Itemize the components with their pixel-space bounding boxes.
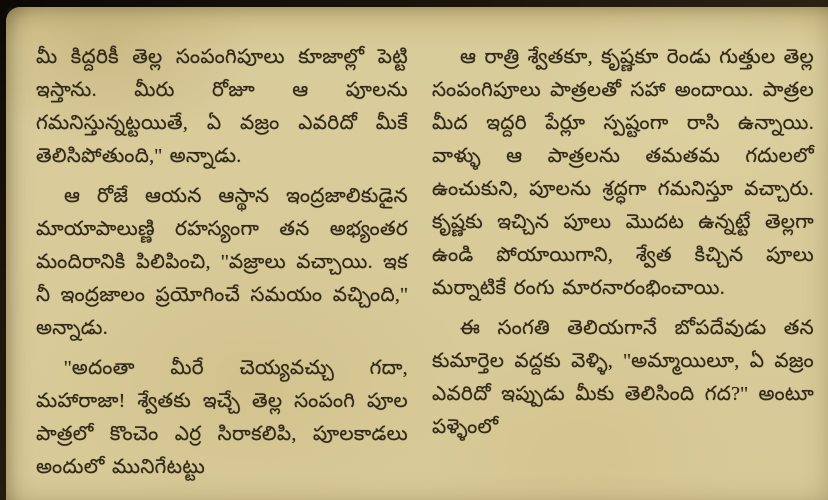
paper-background	[6, 7, 828, 500]
text-column-right	[432, 41, 814, 444]
paragraph: ఆ రోజే ఆయన ఆస్థాన ఇంద్రజాలికుడైన మాయాపాలుణ్ణి రహస్యంగా తన అభ్యంతర మందిరానికి పిలిపించి, ''వజ్రాలు వచ్చాయి. ఇక నీ ఇంద్రజాలం ప్రయోగించే సమయం వచ్చింది,'' అన్నాడు.	[36, 185, 408, 339]
paragraph: ఈ సంగతి తెలియగానే బోపదేవుడు తన కుమార్తెల వద్దకు వెళ్ళి, ''అమ్మాయిలూ, ఏ వజ్రం ఎవరిదో ఇప్పుడు మీకు తెలిసింది గద?'' అంటూ పళ్ళెంలో	[432, 317, 814, 438]
paragraph: ఆ రాత్రి శ్వేతకూ, కృష్ణకూ రెండు గుత్తుల తెల్ల సంపంగిపూలు పాత్రలతో సహా అందాయి. పాత్రల మీద ఇద్దరి పేర్లూ స్పష్టంగా రాసి ఉన్నాయి. వాళ్ళు ఆ పాత్రలను తమతమ గదులలో ఉంచుకుని, పూలను శ్రద్ధగా గమనిస్తూ వచ్చారు. కృష్ణకు ఇచ్చిన పూలు మొదట ఉన్నట్టే తెల్లగా ఉండి పోయాయిగాని, శ్వేత కిచ్చిన పూలు మర్నాటికే రంగు మారనారంభించాయి.	[432, 46, 814, 299]
paragraph-continuation: మీ కిద్దరికీ తెల్ల సంపంగిపూలు కూజాల్లో పెట్టి ఇస్తాను. మీరు రోజూ ఆ పూలను గమనిస్తున్నట్టయితే, ఏ వజ్రం ఎవరిదో మీకే తెలిసిపోతుంది,'' అన్నాడు.	[36, 46, 408, 167]
text-column-left	[36, 41, 408, 484]
paragraph: ''అదంతా మీరే చెయ్యవచ్చు గదా, మహారాజా! శ్వేతకు ఇచ్చే తెల్ల సంపంగి పూల పాత్రలో కొంచెం ఎర్ర సిరాకలిపి, పూలకాడలు అందులో మునిగేటట్టు	[36, 357, 408, 478]
